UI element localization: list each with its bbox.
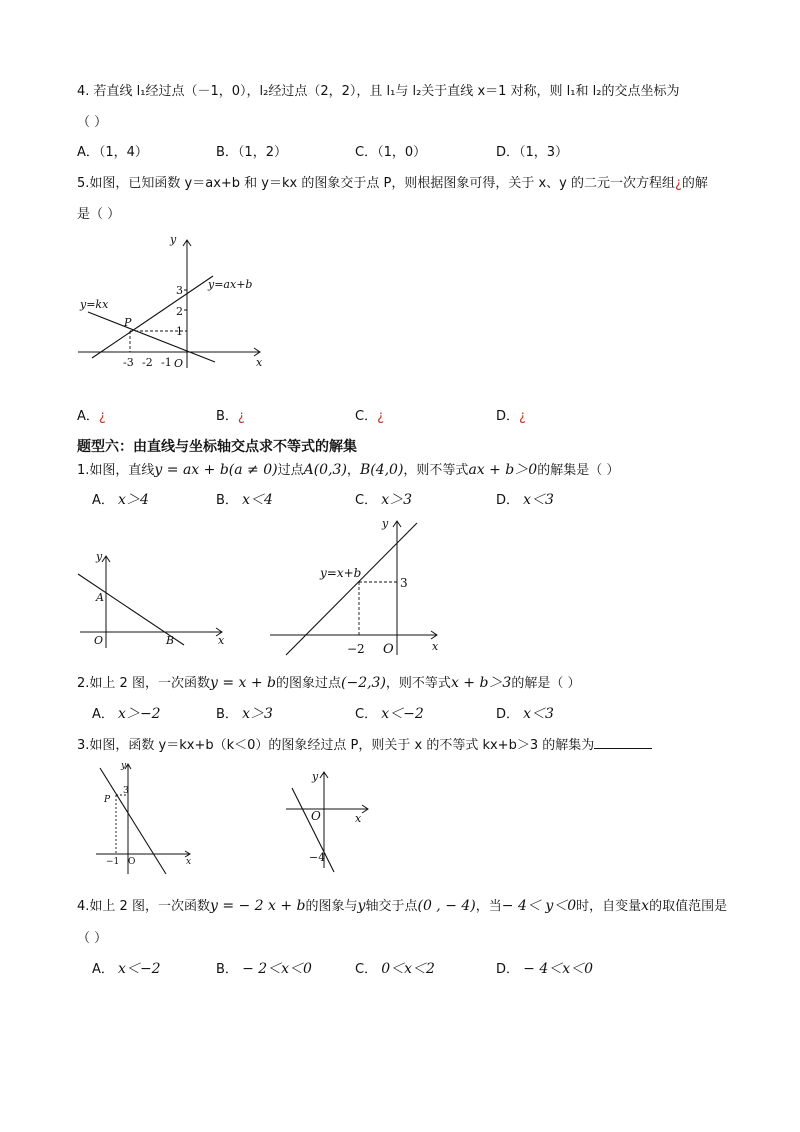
s3-text: 3.如图，函数 y＝kx+b（k＜0）的图象经过点 P，则关于 x 的不等式 kx+b＞3 的解集为 xyxy=(77,738,595,753)
s4-option-a: A． x＜−2 xyxy=(92,961,161,977)
s4-mid4: 时，自变量 xyxy=(576,899,642,914)
s1-option-b: B． x＜4 xyxy=(216,492,273,508)
q5-option-d-glyph: ¿ xyxy=(519,409,526,424)
s4-mid3: ，当 xyxy=(475,899,502,914)
q5-option-a: A．¿ xyxy=(77,409,106,424)
q4-paren: （ ） xyxy=(77,115,108,130)
q5-option-d: D．¿ xyxy=(496,409,526,424)
q5-origin-label: O xyxy=(174,357,184,370)
s1-mid: 过点 xyxy=(277,463,304,478)
q5-y-label: y xyxy=(170,233,177,246)
s1-option-a: A． x＞4 xyxy=(92,492,149,508)
s4-post: 的取值范围是 xyxy=(649,899,728,914)
s2-equation: y = x + b xyxy=(209,675,276,691)
s3-graph1-o: O xyxy=(128,857,136,867)
s1-pre: 1.如图，直线 xyxy=(77,463,155,478)
q5-option-c: C．¿ xyxy=(355,409,384,424)
s4-pre: 4.如上 2 图，一次函数 xyxy=(77,899,210,914)
q4-option-a: A．（1，4） xyxy=(77,145,148,160)
s4-mid2: 轴交于点 xyxy=(365,899,418,914)
s2-pre: 2.如上 2 图，一次函数 xyxy=(77,676,210,691)
s1-graph2-y: y xyxy=(382,517,389,530)
q5-paren: 是（ ） xyxy=(77,207,121,222)
s3-graph1-xm1: −1 xyxy=(106,857,120,867)
q5-x-label: x xyxy=(256,356,263,369)
s1-graph1-b: B xyxy=(166,634,175,647)
s1-graph2-x: x xyxy=(432,640,439,653)
q5-option-a-glyph: ¿ xyxy=(98,409,106,424)
q4-option-d: D．（1，3） xyxy=(496,145,569,160)
s4-point: (0 , − 4) xyxy=(417,898,476,914)
q5-stem xyxy=(77,172,708,191)
section-title: 题型六：由直线与坐标轴交点求不等式的解集 xyxy=(77,439,357,455)
s4-paren: （ ） xyxy=(77,931,108,946)
s4-range: − 4＜ y＜0 xyxy=(501,898,577,914)
s1-graph1 xyxy=(72,548,232,653)
s1-graph1-x: x xyxy=(218,634,225,647)
s2-stem xyxy=(77,672,580,692)
s3-graph1-y: y xyxy=(121,761,127,771)
s1-sep: ， xyxy=(346,463,360,478)
s3-stem xyxy=(77,734,652,753)
s4-option-c: C． 0＜x＜2 xyxy=(355,961,435,977)
q5-point-p: P xyxy=(124,316,132,329)
s2-mid2: ，则不等式 xyxy=(385,676,451,691)
s1-graph2-xm2: −2 xyxy=(347,642,365,656)
s4-x-var: x xyxy=(641,898,650,914)
s1-graph2-y3: 3 xyxy=(400,576,408,590)
q5-missing-glyph: ¿ xyxy=(674,176,682,191)
q5-option-c-glyph: ¿ xyxy=(377,409,384,424)
s3-graph1-x: x xyxy=(186,857,192,867)
s1-graph2-o: O xyxy=(383,642,394,657)
s3-graph1-y3: 3 xyxy=(123,786,129,796)
s2-option-b: B． x＞3 xyxy=(216,706,273,722)
s2-inequality: x + b＞3 xyxy=(450,675,512,691)
s2-option-a: A． x＞−2 xyxy=(92,706,161,722)
q5-stem-text: 5.如图，已知函数 y＝ax+b 和 y＝kx 的图象交于点 P，则根据图象可得，关于 x、y 的二元一次方程组 xyxy=(77,176,675,191)
s3-blank xyxy=(594,736,652,749)
s1-graph1-o: O xyxy=(94,634,104,647)
q4-option-c: C．（1，0） xyxy=(355,145,427,160)
s2-option-c: C． x＜−2 xyxy=(355,706,424,722)
s4-stem xyxy=(77,895,727,915)
s3-graph2 xyxy=(280,768,380,878)
s1-graph1-y: y xyxy=(96,550,103,563)
s1-graph2-eq: y=x+b xyxy=(320,566,362,580)
s3-graph2-x: x xyxy=(355,812,362,825)
s3-graph1-p: P xyxy=(104,795,111,805)
s1-option-d: D． x＜3 xyxy=(496,492,554,508)
q5-line1-label: y=ax+b xyxy=(208,278,253,291)
s2-mid: 的图象过点 xyxy=(275,676,341,691)
s2-post: 的解是（ ） xyxy=(511,676,581,691)
s3-graph2-y: y xyxy=(312,770,319,783)
q4-stem: 4. 若直线 l₁经过点（－1，0），l₂经过点（2，2），且 l₁与 l₂关于直线 x＝1 对称，则 l₁和 l₂的交点坐标为 xyxy=(77,84,680,99)
s1-graph1-a: A xyxy=(96,591,104,604)
s1-inequality: ax + b＞0 xyxy=(468,462,538,478)
s4-mid: 的图象与 xyxy=(305,899,358,914)
q5-option-b: B．¿ xyxy=(216,409,245,424)
q5-line2-label: y=kx xyxy=(80,298,109,311)
q5-option-b-glyph: ¿ xyxy=(237,409,245,424)
s1-graph2 xyxy=(262,515,442,660)
q5-ytick-3: 3 xyxy=(176,284,183,297)
s4-option-d: D． − 4＜x＜0 xyxy=(496,961,594,977)
q4-option-b: B．（1，2） xyxy=(216,145,287,160)
s2-option-d: D． x＜3 xyxy=(496,706,554,722)
q5-xtick-m2: -2 xyxy=(142,356,153,369)
s4-equation: y = − 2 x + b xyxy=(209,898,306,914)
q5-graph xyxy=(70,228,270,373)
s4-option-b: B． − 2＜x＜0 xyxy=(216,961,312,977)
s1-post: 的解集是（ ） xyxy=(537,463,620,478)
s1-point-a: A(0,3) xyxy=(303,462,347,478)
s1-option-c: C． x＞3 xyxy=(355,492,413,508)
s3-graph1 xyxy=(90,758,200,878)
q5-xtick-m3: -3 xyxy=(123,356,134,369)
q5-line-kx xyxy=(88,312,215,362)
s3-graph2-ym4: −4 xyxy=(309,851,326,864)
s3-graph2-o: O xyxy=(311,809,321,823)
s1-mid2: ，则不等式 xyxy=(403,463,469,478)
q5-line-ax-b xyxy=(92,276,213,358)
q5-ytick-2: 2 xyxy=(176,305,183,318)
s2-point: (−2,3) xyxy=(341,675,386,691)
q5-stem-end: 的解 xyxy=(681,176,708,191)
s1-equation: y = ax + b(a ≠ 0) xyxy=(154,462,278,478)
q5-ytick-1: 1 xyxy=(176,325,183,338)
q5-xtick-m1: -1 xyxy=(161,356,172,369)
s4-y-var: y xyxy=(357,898,366,914)
s1-stem xyxy=(77,459,619,479)
s1-point-b: B(4,0) xyxy=(359,462,404,478)
